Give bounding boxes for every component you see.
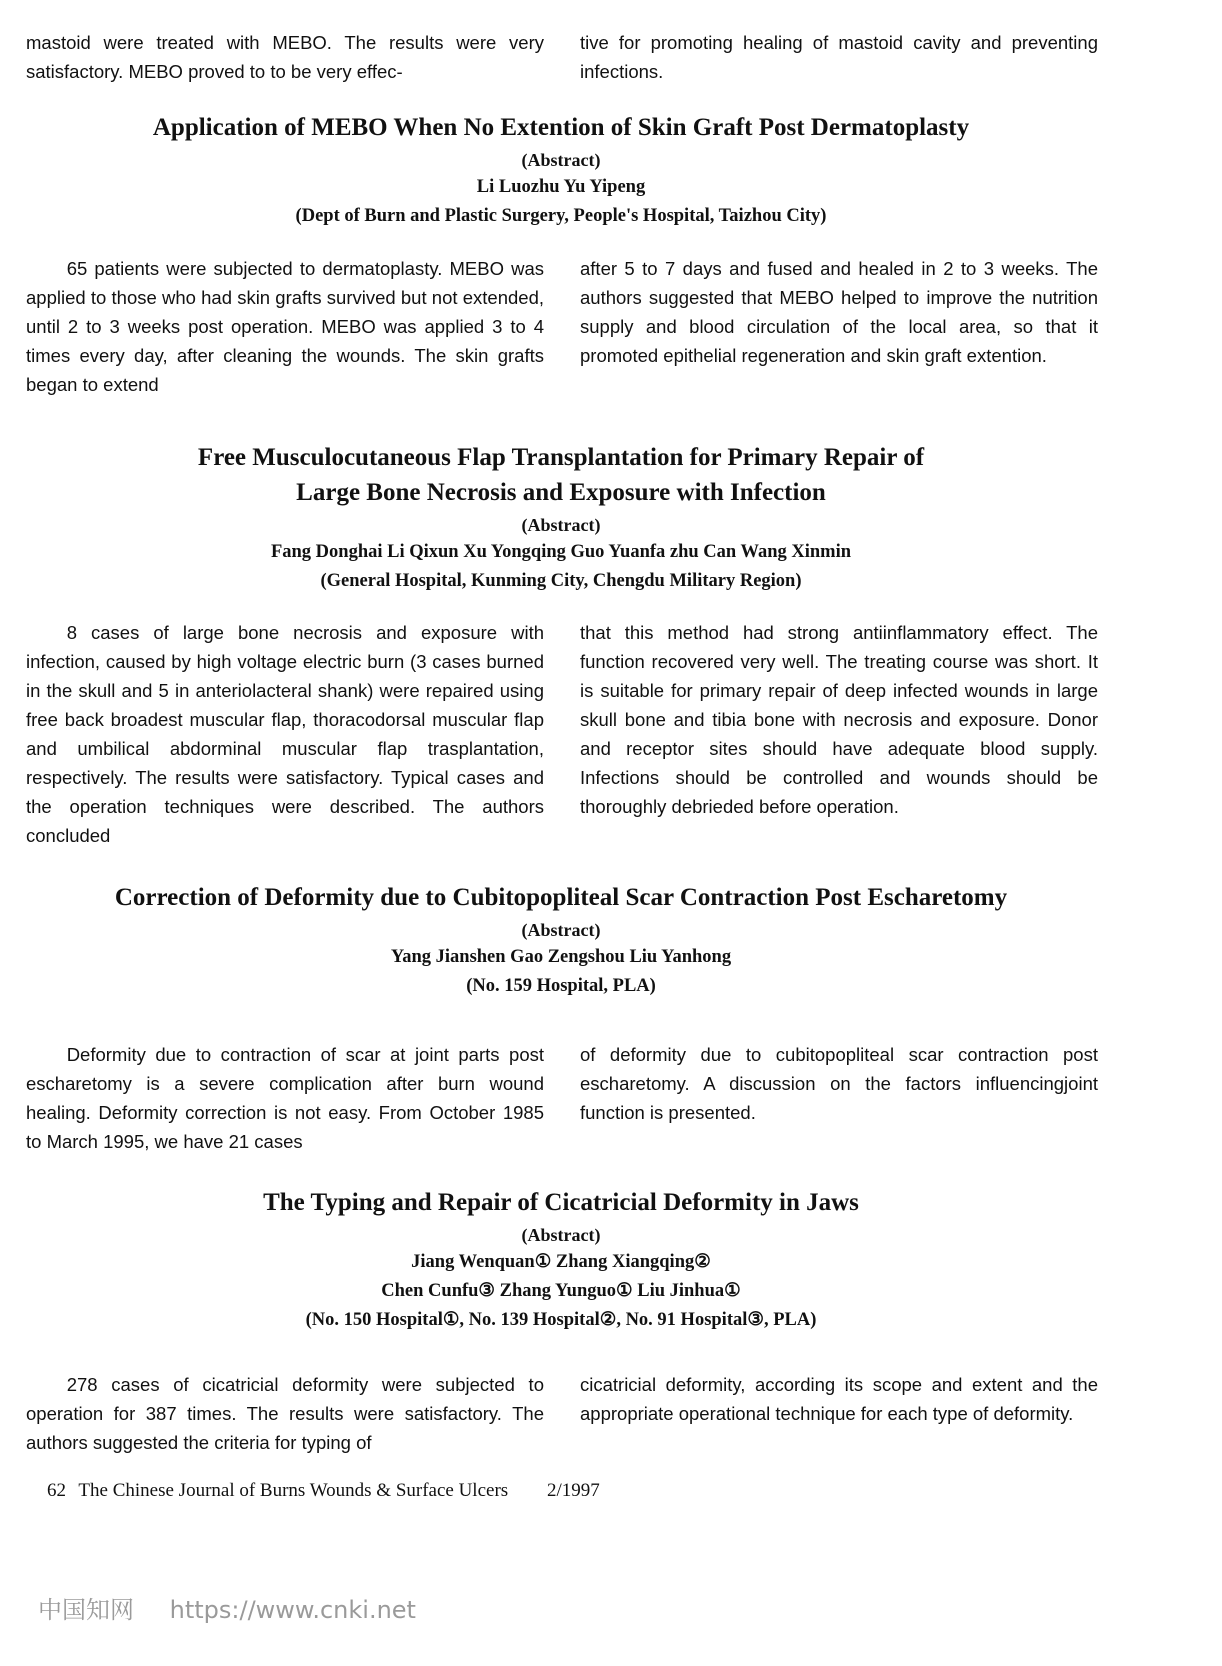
article-body-right: after 5 to 7 days and fused and healed in 2 to 3 weeks. The authors suggested that MEBO helped to improve the nutrition supply and blood circulation of the local area, so that it promoted epithelial regeneration and skin graft extention. xyxy=(580,258,1098,366)
abstract-label: (Abstract) xyxy=(521,150,601,170)
article-body-left: Deformity due to contraction of scar at joint parts post escharetomy is a severe complication after burn wound healing. Deformity correction is not easy. From October 1985 to March 1995, we have 21 cases xyxy=(26,1044,544,1152)
watermark-url: https://www.cnki.net xyxy=(169,1596,416,1624)
article-2-body xyxy=(26,618,1098,850)
article-authors-line-2: Chen Cunfu③ Zhang Yunguo① Liu Jinhua① xyxy=(381,1281,741,1301)
article-body-right: cicatricial deformity, according its scope and extent and the appropriate operational technique for each type of deformity. xyxy=(580,1374,1098,1424)
page-number: 62 xyxy=(47,1480,66,1501)
abstract-label: (Abstract) xyxy=(521,1225,601,1245)
article-1-header xyxy=(0,110,1122,231)
intro-columns xyxy=(26,28,1098,86)
article-authors: Yang Jianshen Gao Zengshou Liu Yanhong xyxy=(390,947,732,967)
article-affiliation: (No. 150 Hospital①, No. 139 Hospital②, No. 91 Hospital③, PLA) xyxy=(305,1310,817,1330)
intro-left-text: mastoid were treated with MEBO. The results were very satisfactory. MEBO proved to to be very effec- xyxy=(26,32,544,82)
article-authors: Jiang Wenquan① Zhang Xiangqing② xyxy=(411,1252,711,1272)
article-4-header xyxy=(0,1185,1122,1335)
watermark-brand: 中国知网 xyxy=(38,1596,134,1624)
intro-right-text: tive for promoting healing of mastoid cavity and preventing infections. xyxy=(580,32,1098,82)
article-title: Application of MEBO When No Extention of Skin Graft Post Dermatoplasty xyxy=(152,114,970,141)
article-3-body xyxy=(26,1040,1098,1156)
article-body-left: 8 cases of large bone necrosis and exposure with infection, caused by high voltage electric burn (3 cases burned in the skull and 5 in anteriolacteral shank) were repaired using free back broadest muscular flap, thoracodorsal muscular flap and umbilical abdorminal muscular flap trasplantation, respectively. The results were satisfactory. Typical cases and the operation techniques were described. The authors concluded xyxy=(26,622,544,846)
article-4-body xyxy=(26,1370,1098,1457)
article-title-line-2: Large Bone Necrosis and Exposure with Infection xyxy=(296,479,826,506)
article-title: Correction of Deformity due to Cubitopopliteal Scar Contraction Post Escharetomy xyxy=(114,884,1008,911)
abstract-label: (Abstract) xyxy=(521,920,601,940)
article-title: The Typing and Repair of Cicatricial Deformity in Jaws xyxy=(263,1189,859,1216)
journal-name: The Chinese Journal of Burns Wounds & Surface Ulcers xyxy=(78,1480,509,1501)
page-footer xyxy=(47,1480,608,1502)
article-affiliation: (General Hospital, Kunming City, Chengdu Military Region) xyxy=(320,571,802,591)
article-body-left: 65 patients were subjected to dermatoplasty. MEBO was applied to those who had skin grafts survived but not extended, until 2 to 3 weeks post operation. MEBO was applied 3 to 4 times every day, after cleaning the wounds. The skin grafts began to extend xyxy=(26,258,544,395)
article-3-header xyxy=(0,880,1122,1001)
article-authors: Fang Donghai Li Qixun Xu Yongqing Guo Yuanfa zhu Can Wang Xinmin xyxy=(270,542,852,562)
article-body-right: of deformity due to cubitopopliteal scar contraction post escharetomy. A discussion on the factors influencingjoint function is presented. xyxy=(580,1044,1098,1123)
article-affiliation: (Dept of Burn and Plastic Surgery, People's Hospital, Taizhou City) xyxy=(295,206,827,226)
cnki-watermark xyxy=(38,1590,416,1625)
journal-issue: 2/1997 xyxy=(546,1480,600,1501)
abstract-label: (Abstract) xyxy=(521,515,601,535)
article-body-right: that this method had strong antiinflammatory effect. The function recovered very well. The treating course was short. It is suitable for primary repair of deep infected wounds in large skull bone and tibia bone with necrosis and exposure. Donor and receptor sites should have adequate blood supply. Infections should be controlled and wounds should be thoroughly debrieded before operation. xyxy=(580,622,1098,817)
article-title: Free Musculocutaneous Flap Transplantation for Primary Repair of xyxy=(197,444,925,471)
article-body-left: 278 cases of cicatricial deformity were subjected to operation for 387 times. The results were satisfactory. The authors suggested the criteria for typing of xyxy=(26,1374,544,1453)
article-2-header xyxy=(0,440,1122,596)
article-authors: Li Luozhu Yu Yipeng xyxy=(476,177,646,197)
article-affiliation: (No. 159 Hospital, PLA) xyxy=(466,976,656,996)
article-1-body xyxy=(26,254,1098,399)
